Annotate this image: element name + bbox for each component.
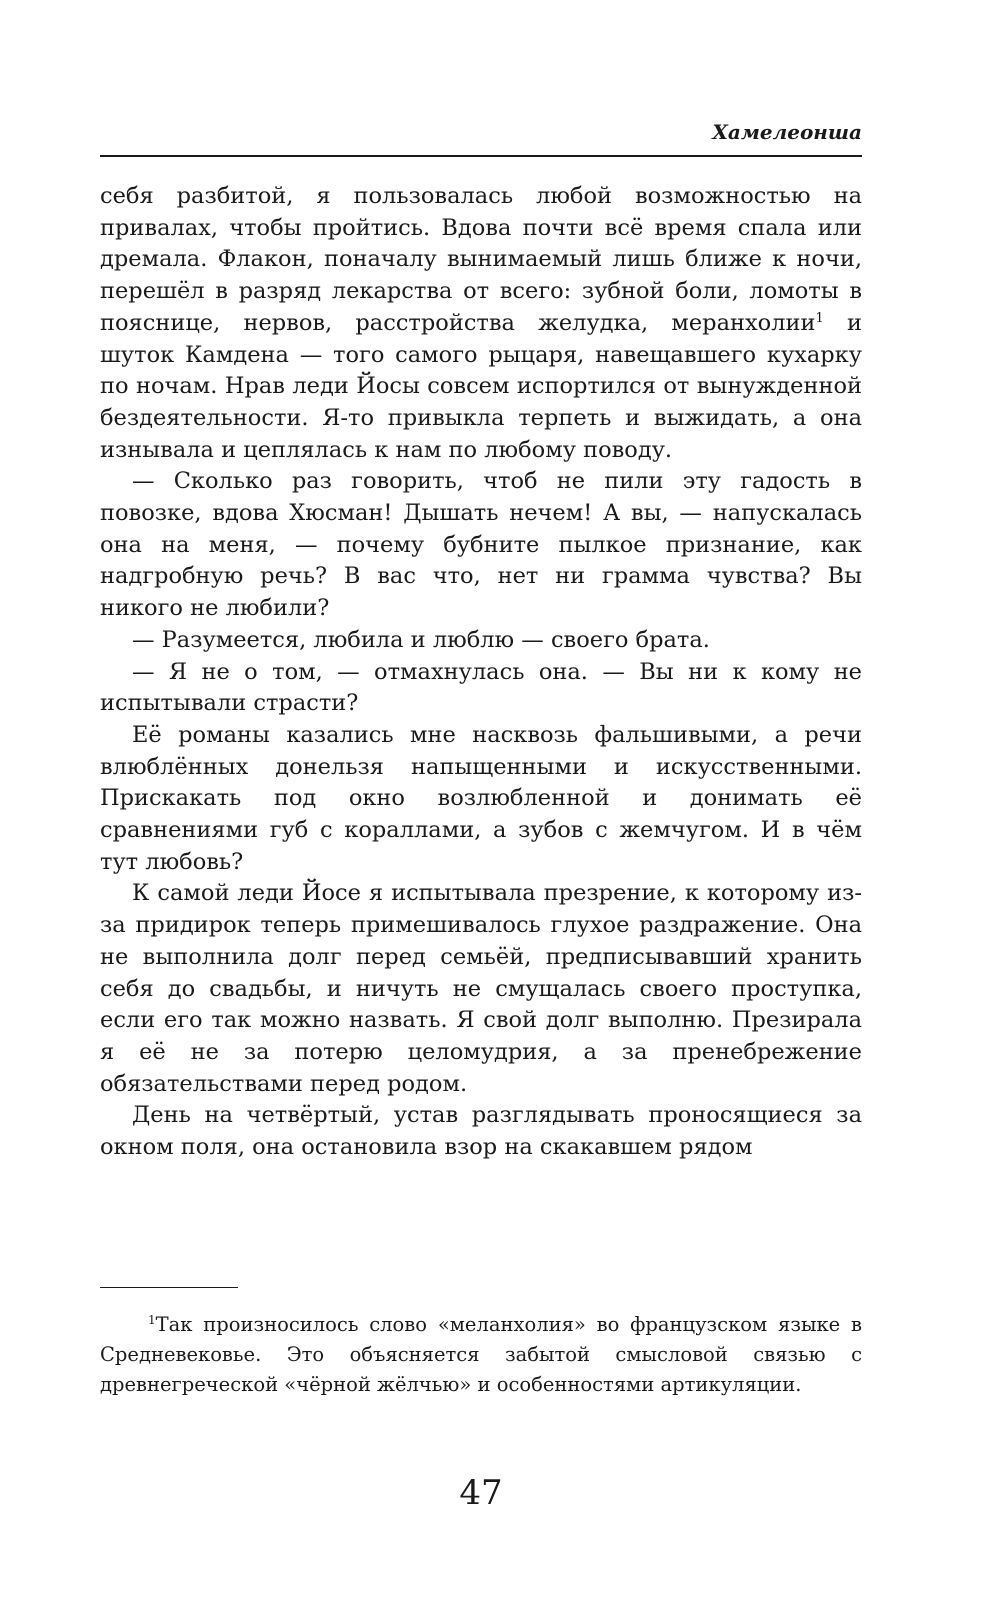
paragraph-1 [100, 181, 862, 466]
footnote-marker: 1 [148, 1313, 156, 1327]
paragraph-6: К самой леди Йосе я испытывала презрение, к которому из-за придирок теперь примешивалось глухое раздражение. Она не выполнила долг перед семьёй, предписывавший хранить себя до свадьбы, и ничуть не смущалась своего проступка, если его так можно назвать. Я свой долг выполню. Презирала я её не за потерю целомудрия, а за пренебрежение обязательствами перед родом. [100, 880, 862, 1097]
paragraph-3: — Разумеется, любила и люблю — своего брата. [132, 626, 710, 653]
paragraph-4: — Я не о том, — отмахнулась она. — Вы ни к кому не испытывали страсти? [100, 658, 862, 717]
paragraph-1-text-b: и шуток Камдена — того самого рыцаря, навещавшего кухарку по ночам. Нрав леди Йосы совсем испортился от вынужденной бездеятельности. Я-то привыкла терпеть и выжидать, а она изнывала и цеплялась к нам по любому поводу. [100, 309, 862, 463]
footnote [100, 1310, 862, 1400]
paragraph-1-text-a: себя разбитой, я пользовалась любой возможностью на привалах, чтобы пройтись. Вдова почти всё время спала или дремала. Флакон, поначалу вынимаемый лишь ближе к ночи, перешёл в разряд лекарства от всего: зубной боли, ломоты в пояснице, нервов, расстройства желудка, меранхолии [100, 183, 862, 336]
paragraph-2: — Сколько раз говорить, чтоб не пили эту гадость в повозке, вдова Хюсман! Дышать нечем! А вы, — напускалась она на меня, — почему бубните пылкое признание, как надгробную речь? В вас что, нет ни грамма чувства? Вы никого не любили? [100, 468, 862, 622]
paragraph-7: День на четвёртый, устав разглядывать проносящиеся за окном поля, она остановила взор на скакавшем рядом [100, 1102, 862, 1161]
footnote-text: Так произносилось слово «меланхолия» во французском языке в Средневековье. Это объясняется забытой смысловой связью с древнегреческой «чёрной жёлчью» и особенностями артикуляции. [100, 1313, 862, 1396]
header-rule [100, 155, 862, 157]
page-number: 47 [459, 1473, 503, 1513]
footnote-reference: 1 [815, 310, 824, 326]
paragraph-5: Её романы казались мне насквозь фальшивыми, а речи влюблённых донельзя напыщенными и искусственными. Прискакать под окно возлюбленной и донимать её сравнениями губ с кораллами, а зубов с жемчугом. И в чём тут любовь? [100, 721, 862, 875]
body-text [100, 181, 862, 1164]
running-title: Хамелеонша [712, 120, 862, 144]
footnote-rule [100, 1287, 238, 1288]
